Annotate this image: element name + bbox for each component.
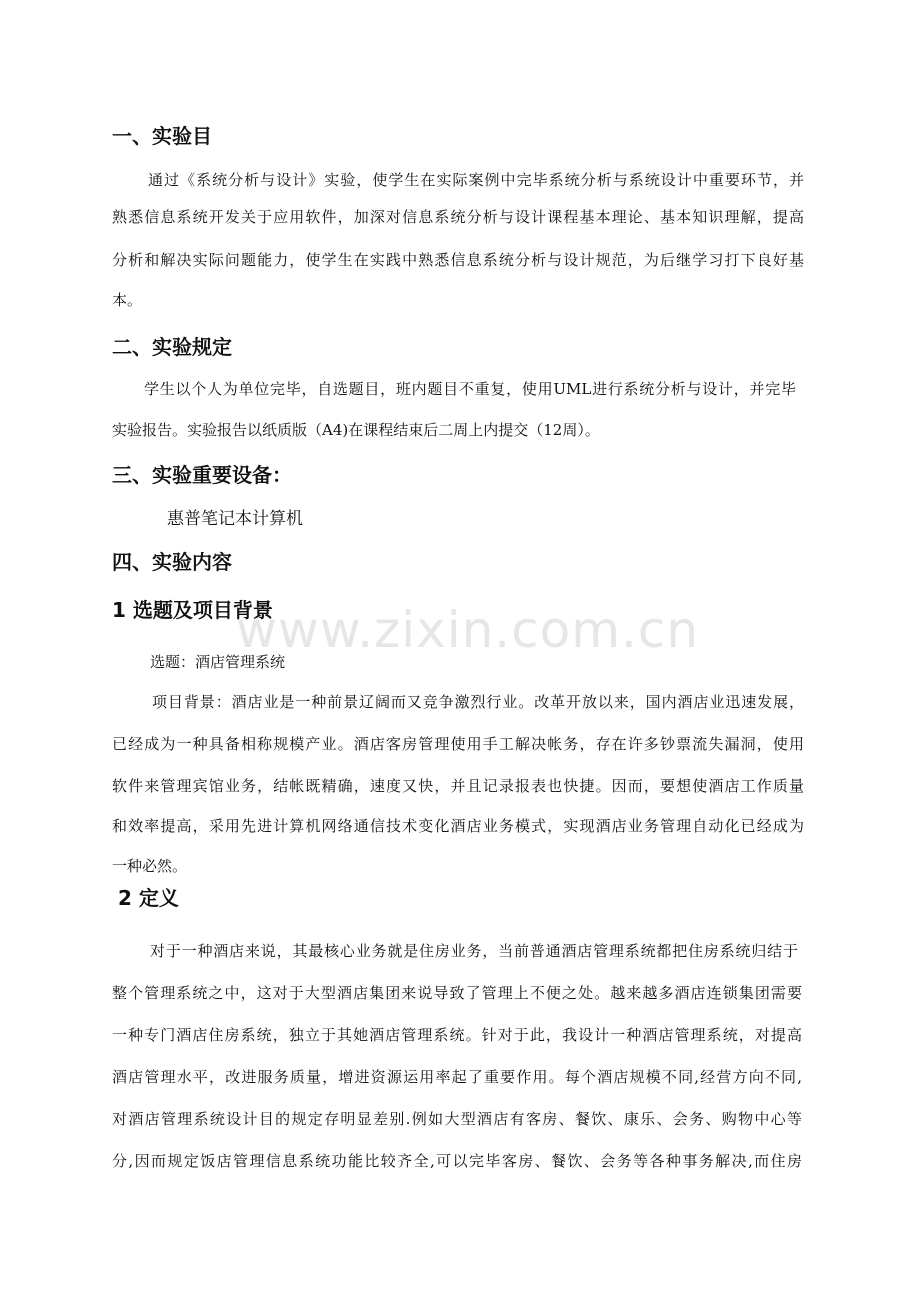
equipment-text: 惠普笔记本计算机 [167, 509, 303, 529]
subsection-heading-2: 2 定义 [118, 886, 179, 910]
paragraph-line: 一种必然。 [112, 857, 188, 875]
paragraph-line: 实验报告。实验报告以纸质版（A4)在课程结束后二周上内提交（12周）。 [112, 421, 600, 439]
paragraph-line: 一种专门酒店住房系统，独立于其她酒店管理系统。针对于此，我设计一种酒店管理系统，对提高 [112, 1026, 802, 1044]
section-heading-4: 四、实验内容 [112, 550, 232, 574]
paragraph-line: 通过《系统分析与设计》实验，使学生在实际案例中完毕系统分析与系统设计中重要环节，并 [148, 171, 804, 189]
paragraph-line: 对于一种酒店来说，其最核心业务就是住房业务，当前普通酒店管理系统都把住房系统归结于 [150, 942, 798, 960]
section-heading-1: 一、实验目 [112, 124, 212, 148]
paragraph-line: 和效率提高，采用先进计算机网络通信技术变化酒店业务模式，实现酒店业务管理自动化已经成为 [112, 817, 804, 835]
paragraph-line: 学生以个人为单位完毕，自选题目，班内题目不重复，使用UML进行系统分析与设计，并完毕 [144, 380, 796, 398]
paragraph-line: 项目背景：酒店业是一种前景辽阔而又竞争激烈行业。改革开放以来，国内酒店业迅速发展， [152, 693, 804, 711]
topic-line: 选题：酒店管理系统 [150, 653, 286, 671]
section-heading-2: 二、实验规定 [112, 335, 232, 359]
section-heading-3: 三、实验重要设备： [112, 463, 292, 487]
paragraph-line: 熟悉信息系统开发关于应用软件，加深对信息系统分析与设计课程基本理论、基本知识理解，提高 [112, 208, 804, 226]
paragraph-line: 酒店管理水平，改进服务质量，增进资源运用率起了重要作用。每个酒店规模不同,经营方向不同, [112, 1068, 802, 1086]
paragraph-line: 分析和解决实际问题能力，使学生在实践中熟悉信息系统分析与设计规范，为后继学习打下良好基 [112, 251, 804, 269]
paragraph-line: 对酒店管理系统设计目的规定存明显差别.例如大型酒店有客房、餐饮、康乐、会务、购物中心等 [112, 1110, 802, 1128]
paragraph-line: 整个管理系统之中，这对于大型酒店集团来说导致了管理上不便之处。越来越多酒店连锁集团需要 [112, 984, 802, 1002]
watermark: www.zixin.com.cn [236, 601, 700, 659]
subsection-heading-1: 1 选题及项目背景 [112, 598, 273, 622]
paragraph-line: 软件来管理宾馆业务，结帐既精确，速度又快，并且记录报表也快捷。因而，要想使酒店工作质量 [112, 777, 804, 795]
paragraph-line: 分,因而规定饭店管理信息系统功能比较齐全,可以完毕客房、餐饮、会务等各种事务解决,而住房 [112, 1152, 802, 1170]
paragraph-line: 本。 [112, 291, 143, 309]
paragraph-line: 已经成为一种具备相称规模产业。酒店客房管理使用手工解决帐务，存在许多钞票流失漏洞，使用 [112, 735, 804, 753]
